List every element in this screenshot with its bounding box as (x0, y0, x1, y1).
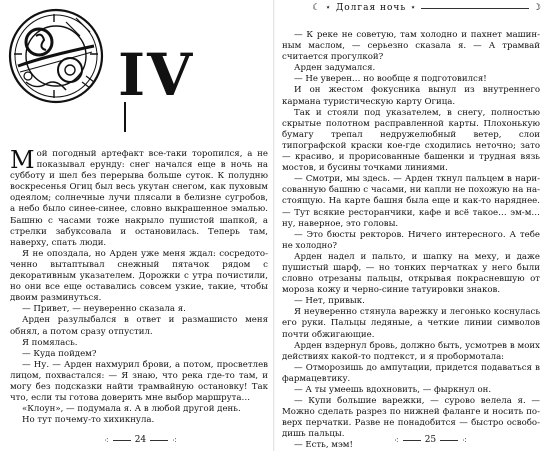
paragraph: Я помялась. (22, 337, 78, 348)
chapter-emblem-illustration (6, 6, 106, 106)
folio-ornament-left-icon: ⁖ (104, 435, 109, 445)
folio-rule (150, 440, 168, 441)
star-ornament-icon: ⋆ (325, 3, 332, 13)
paragraph: — Куда пойдем? (22, 348, 97, 359)
paragraph: Так и стояли под указателем, в снегу, полностью скрытые полотном распрaвленной карты. Плохонькую бумагу трепал недружелюбный ветер, слои типографской краски кое-где сходились неточно; зато — красиво, и прорисованные башенки и трудная вязь мостов, и бусины точками линиями. (282, 107, 540, 174)
paragraph: — Это бюсты ректоров. Ничего интересного. А тебе не холодно? (282, 229, 540, 251)
left-page (0, 0, 275, 451)
paragraph: — Привет, — неуверенно сказала я. (22, 304, 186, 315)
running-head-rule (421, 8, 529, 9)
paragraph: — Смотри, мы здесь. — Арден ткнул пальцем в нарисованную башню с часами, ни капли не похожую на настоящую. На карте башня была еще и как-то наряднее. — Тут всякие ресторанчики, кафе и всё такое… эм-м… ну, наверное, это головы. (282, 174, 540, 229)
chapter-number: IV (118, 46, 194, 104)
paragraph: И он жестом фокусника вынул из внутреннего кармана туристическую карту Огица. (282, 85, 540, 107)
star-ornament-icon: ⋆ (410, 3, 417, 13)
paragraph: — Не уверен… но вообще я подготовился! (294, 74, 487, 85)
folio-ornament-right-icon: ⁖ (172, 435, 177, 445)
right-page-body (282, 30, 540, 452)
folio-ornament-left-icon: ⁖ (394, 435, 399, 445)
paragraph: Арден разулыбался в ответ и размашисто меня обнял, а потом сразу отпустил. (10, 315, 268, 337)
page-number: 24 (134, 435, 147, 445)
crescent-moon-icon: ☽ (532, 3, 542, 13)
chapter-number-flourish (124, 102, 130, 132)
running-head (312, 3, 542, 13)
paragraph: Арден вздернул бровь, должно быть, усмотрев в моих действиях какой-то подтекст, и я пробормотала: (282, 340, 540, 362)
left-page-body (10, 146, 268, 426)
paragraph: — Отморозишь до ампутации, придется подаваться в фармацевтику. (282, 362, 540, 384)
crescent-moon-icon: ☾ (312, 3, 322, 13)
right-folio (394, 435, 467, 445)
page-number: 25 (424, 435, 437, 445)
paragraph: Арден задумался. (294, 63, 376, 74)
folio-rule (403, 440, 421, 441)
paragraph: — Купи большие варежки, — сурово велела я. — Можно сделать разрез по нижней фаланге и носить поверх перчатки. Разве не понадобится — быстро освободишь пальцы. (282, 396, 540, 440)
paragraph: Арден надел и пальто, и шапку на меху, и даже пушистый шарф, — но тонких перчатках у него были словно отрезаны пальцы, открывая покрасневшую от мороза кожу и черно-синие татуировки знаков. (282, 251, 540, 296)
right-page (276, 0, 550, 451)
folio-ornament-right-icon: ⁖ (462, 435, 467, 445)
running-head-title: Долгая ночь (335, 3, 407, 13)
paragraph: Но тут почему-то хихикнула. (22, 415, 155, 426)
paragraph: — Есть, мэм! (294, 440, 353, 451)
book-gutter (273, 0, 275, 451)
paragraph: «Клоун», — подумала я. А в любой другой день. (22, 404, 241, 415)
folio-rule (113, 440, 131, 441)
folio-rule (440, 440, 458, 441)
paragraph: — Нет, привык. (294, 296, 365, 307)
paragraph: Я не опоздала, но Арден уже меня ждал: сосредоточенно вытаптывал снежный пятачок рядом с декоративным указателем. Дорожки с утра почистили, но они все еще оставались совсем узкие, такие, чтобы двоим разминуться. (10, 248, 268, 304)
paragraph: — К реке не советую, там холодно и пахнет машинным маслом, — серьезно сказала я. — А трамвай считается прогулкой? (282, 30, 540, 63)
paragraph: — Ну. — Арден нахмурил брови, а потом, просветлев лицом, похвастался: — Я знаю, что река где-то там, и могу без подсказки найти трамвайную остановку! Так что, если ты готова доверить мне выбор маршрута… (10, 359, 268, 404)
paragraph: Я неуверенно стянула варежку и легонько коснулась его руки. Пальцы ледяные, а четкие линии символов почти обжигающие. (282, 307, 540, 340)
paragraph: Мой погодный артефакт все-таки торопился, а не показывал ерунду: снег начался еще в ночь на субботу и шел без перерыва больше суток. К полудню воскресенья Огиц был весь укутан снегом, как пуховым одеялом; солнечные лучи плясали в белизне сугробов, а небо было синее-синее, словно выкрашенное эмалью. Башню с часами тоже накрыло пушистой шапкой, а стрелки забуксовала и остановилась. Теперь там, наверху, спать люди. (10, 146, 268, 248)
left-folio (104, 435, 177, 445)
paragraph: — А ты умеешь вдохновить, — фыркнул он. (294, 385, 492, 395)
drop-cap: М (10, 146, 35, 174)
